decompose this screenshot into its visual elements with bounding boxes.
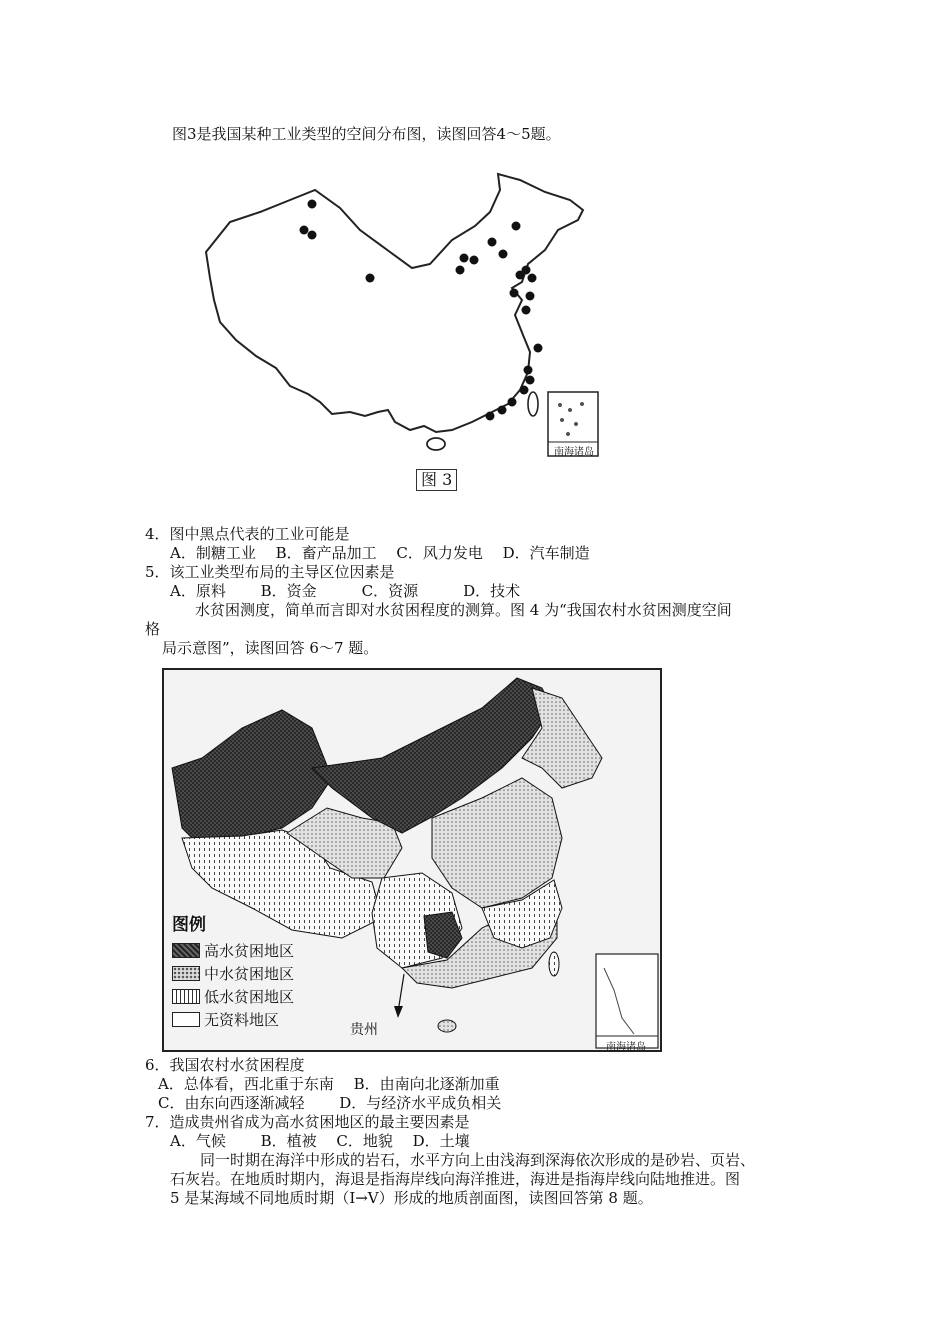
fig4-inset-label: 南海诸岛	[606, 1042, 646, 1053]
fig3-inset-label: 南海诸岛	[554, 447, 594, 458]
hainan-island	[427, 438, 445, 450]
industry-dots	[300, 200, 543, 421]
intro-fig5-line1: 同一时期在海洋中形成的岩石，水平方向上由浅海到深海依次形成的是砂岩、页岩、	[200, 1151, 756, 1169]
fig4-legend	[172, 910, 294, 1031]
intro-fig5-line3: 5 是某海域不同地质时期（I→V）形成的地质剖面图，读图回答第 8 题。	[170, 1189, 653, 1207]
hainan	[438, 1020, 456, 1032]
intro-fig5-line2: 石灰岩。在地质时期内，海退是指海岸线向海洋推进，海进是指海岸线向陆地推进。图	[170, 1170, 741, 1188]
legend-item-none: 无资料地区	[172, 1008, 294, 1031]
intro-fig3: 图3是我国某种工业类型的空间分布图，读图回答4～5题。	[172, 125, 561, 143]
legend-item-mid: 中水贫困地区	[172, 962, 294, 985]
figure3-map	[190, 160, 630, 460]
q5-stem: 5．该工业类型布局的主导区位因素是	[145, 563, 395, 581]
legend-swatch-high	[172, 943, 200, 958]
intro-fig4-line3: 局示意图”，读图回答 6～7 题。	[162, 639, 379, 657]
fig4-inset	[596, 954, 658, 1048]
guizhou-label: 贵州	[350, 1022, 378, 1038]
figure3-caption: 图 3	[416, 469, 457, 491]
q7-stem: 7．造成贵州省成为高水贫困地区的最主要因素是	[145, 1113, 470, 1131]
intro-fig4-line2: 格	[145, 620, 161, 638]
legend-swatch-mid	[172, 966, 200, 981]
intro-fig4-line1: 水贫困测度，简单而言即对水贫困程度的测算。图 4 为“我国农村水贫困测度空间	[195, 601, 732, 619]
q4-options: A．制糖工业 B．畜产品加工 C．风力发电 D．汽车制造	[170, 544, 590, 562]
legend-item-low: 低水贫困地区	[172, 985, 294, 1008]
taiwan-island	[528, 392, 538, 416]
q5-options: A．原料 B．资金 C．资源 D．技术	[170, 582, 521, 600]
q6-options-line2: C．由东向西逐渐减轻 D．与经济水平成负相关	[158, 1094, 502, 1112]
q6-options-line1: A．总体看，西北重于东南 B．由南向北逐渐加重	[158, 1075, 500, 1093]
q6-stem: 6．我国农村水贫困程度	[145, 1056, 305, 1074]
q7-options: A．气候 B．植被 C．地貌 D．土壤	[170, 1132, 470, 1150]
legend-title: 图例	[172, 915, 206, 935]
legend-item-high: 高水贫困地区	[172, 939, 294, 962]
taiwan	[549, 952, 559, 976]
legend-swatch-low	[172, 989, 200, 1004]
legend-swatch-none	[172, 1012, 200, 1027]
q4-stem: 4．图中黑点代表的工业可能是	[145, 525, 350, 543]
